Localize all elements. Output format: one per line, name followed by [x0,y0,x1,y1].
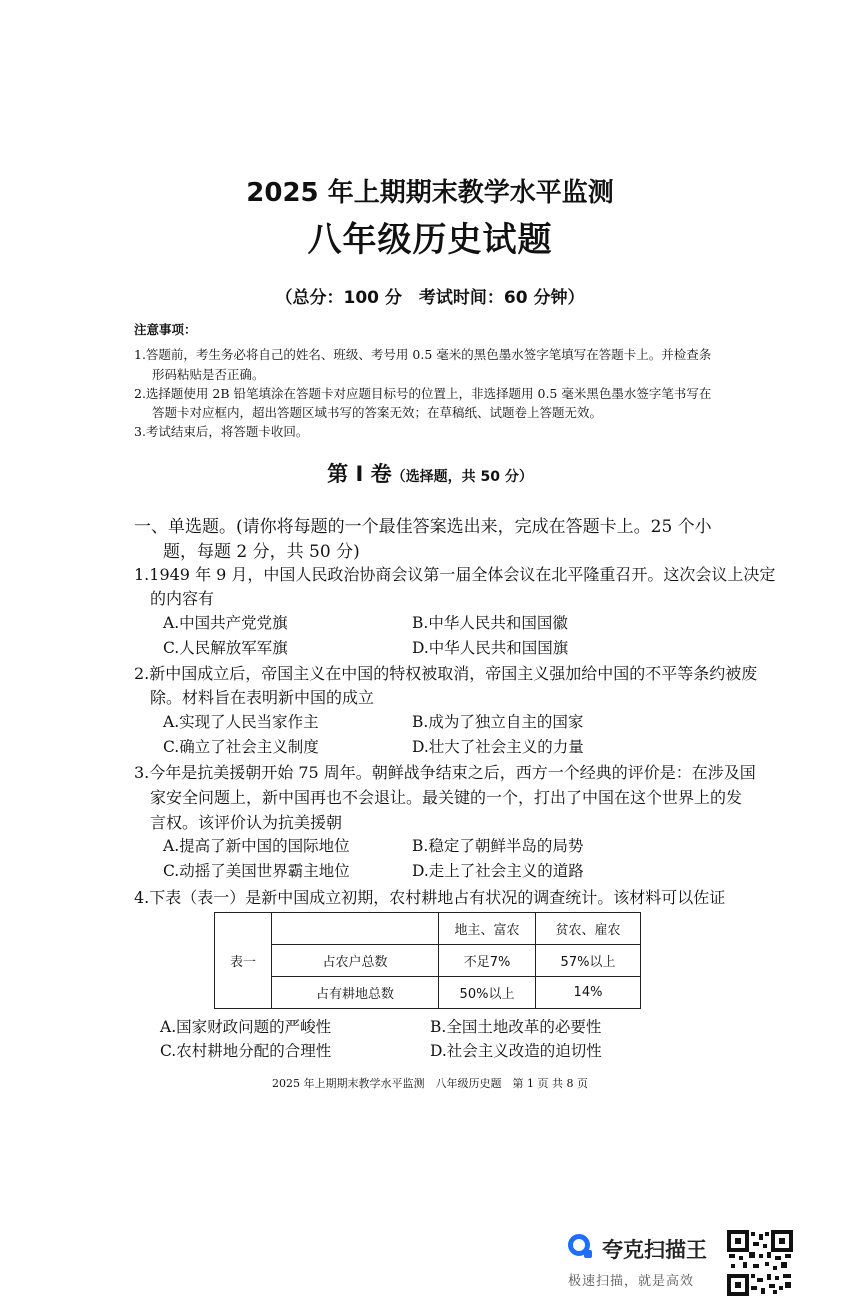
notes-heading: 注意事项： [134,322,197,337]
section-title: 第 I 卷 [327,462,392,486]
q2-option-c: C.确立了社会主义制度 [163,738,319,756]
section-subtitle: （选择题，共 50 分） [391,469,533,485]
q4-option-c: C.农村耕地分配的合理性 [160,1042,332,1060]
q4-option-b: B.全国土地改革的必要性 [430,1018,602,1036]
scanner-brand-name: 夸克扫描王 [602,1238,707,1262]
table-header-row [215,913,641,945]
table-row [215,945,641,977]
q2-option-b: B.成为了独立自主的国家 [412,713,584,731]
question-4-stem: 4.下表（表一）是新中国成立初期，农村耕地占有状况的调查统计。该材料可以佐证 [134,888,726,907]
note-line: 答题卡对应框内，超出答题区域书写的答案无效；在草稿纸、试题卷上答题无效。 [152,405,603,420]
table-col-header: 地主、富农 [439,913,536,945]
q2-option-a: A.实现了人民当家作主 [163,713,319,731]
land-survey-table [214,912,641,1009]
note-line: 2.选择题使用 2B 铅笔填涂在答题卡对应题目标号的位置上，非选择题用 0.5 毫米黑色墨水签字笔书写在 [134,386,712,401]
exam-series-title: 2025 年上期期末教学水平监测 [246,178,614,208]
exam-subject-title: 八年级历史试题 [307,220,553,260]
exam-meta: （总分：100 分 考试时间：60 分钟） [275,288,585,308]
question-1-stem: 1.1949 年 9 月，中国人民政治协商会议第一届全体会议在北平隆重召开。这次会议上决定 [134,565,776,584]
question-2-stem: 除。材料旨在表明新中国的成立 [150,688,375,707]
q3-option-d: D.走上了社会主义的道路 [412,862,584,880]
q4-option-d: D.社会主义改造的迫切性 [430,1042,602,1060]
part-instructions: 一、单选题。(请你将每题的一个最佳答案选出来，完成在答题卡上。25 个小 [134,517,712,537]
table-cell: 14% [536,977,641,1009]
qr-code-icon [727,1230,793,1296]
note-line: 形码粘贴是否正确。 [152,367,265,382]
question-3-stem: 言权。该评价认为抗美援朝 [150,813,343,832]
part-instructions: 题，每题 2 分，共 50 分) [163,542,360,562]
note-line: 1.答题前，考生务必将自己的姓名、班级、考号用 0.5 毫米的黑色墨水签字笔填写在答题卡上。并检查条 [134,347,712,362]
table-cell: 57%以上 [536,945,641,977]
note-line: 3.考试结束后，将答题卡收回。 [134,424,309,439]
q2-option-d: D.壮大了社会主义的力量 [412,738,584,756]
q3-option-a: A.提高了新中国的国际地位 [163,837,350,855]
q1-option-c: C.人民解放军军旗 [163,639,288,657]
question-3-stem: 3.今年是抗美援朝开始 75 周年。朝鲜战争结束之后，西方一个经典的评价是：在涉及国 [134,763,756,782]
q1-option-b: B.中华人民共和国国徽 [412,614,568,632]
table-row-label: 占有耕地总数 [272,977,439,1009]
q3-option-b: B.稳定了朝鲜半岛的局势 [412,837,584,855]
question-2-stem: 2.新中国成立后，帝国主义在中国的特权被取消，帝国主义强加给中国的不平等条约被废 [134,664,758,683]
q4-option-a: A.国家财政问题的严峻性 [160,1018,332,1036]
scanner-tagline: 极速扫描，就是高效 [568,1274,695,1289]
page-footer: 2025 年上期期末教学水平监测 八年级历史题 第 1 页 共 8 页 [272,1077,588,1090]
section-heading [0,458,860,488]
table-col-header: 贫农、雇农 [536,913,641,945]
table-row-label: 占农户总数 [272,945,439,977]
q3-option-c: C.动摇了美国世界霸主地位 [163,862,350,880]
table-caption: 表一 [215,913,272,1009]
table-cell: 不足7% [439,945,536,977]
q1-option-d: D.中华人民共和国国旗 [412,639,569,657]
q1-option-a: A.中国共产党党旗 [163,614,288,632]
table-corner-cell [272,913,439,945]
table-row [215,977,641,1009]
question-1-stem: 的内容有 [150,589,215,608]
question-3-stem: 家安全问题上，新中国再也不会退让。最关键的一个，打出了中国在这个世界上的发 [150,788,743,807]
quark-logo-dot [584,1250,592,1258]
table-cell: 50%以上 [439,977,536,1009]
